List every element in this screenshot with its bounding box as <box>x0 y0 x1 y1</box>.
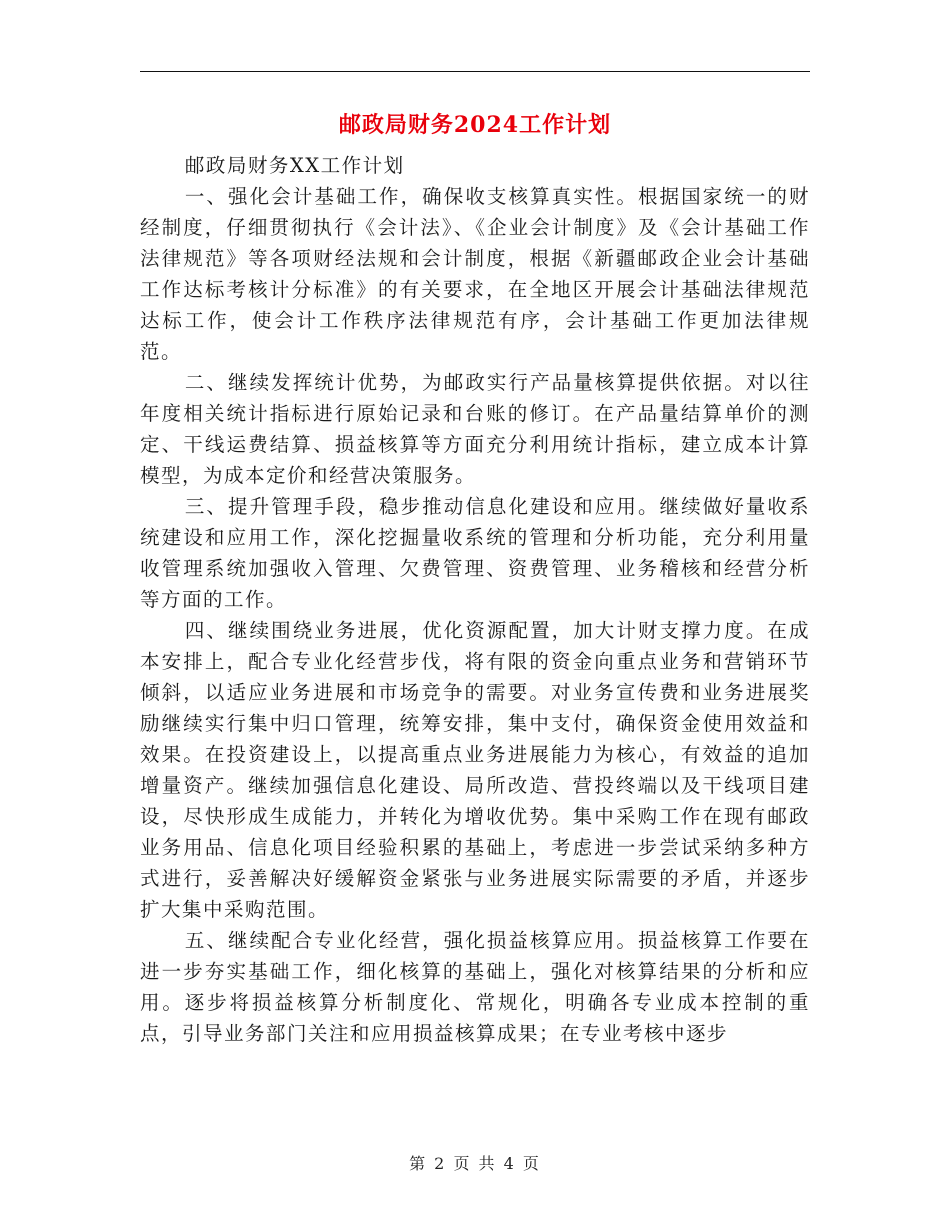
paragraph-section-1: 一、强化会计基础工作，确保收支核算真实性。根据国家统一的财经制度，仔细贯彻执行《会计法》、《企业会计制度》及《会计基础工作法律规范》等各项财经法规和会计制度，根据《新疆邮政企业会计基础工作达标考核计分标准》的有关要求，在全地区开展会计基础法律规范达标工作，使会计工作秩序法律规范有序，会计基础工作更加法律规范。 <box>140 185 810 363</box>
header-rule <box>140 71 810 72</box>
document-body <box>140 150 810 1049</box>
paragraph-section-5: 五、继续配合专业化经营，强化损益核算应用。损益核算工作要在进一步夯实基础工作，细化核算的基础上，强化对核算结果的分析和应用。逐步将损益核算分析制度化、常规化，明确各专业成本控制的重点，引导业务部门关注和应用损益核算成果；在专业考核中逐步 <box>140 929 810 1045</box>
page-number: 第 2 页 共 4 页 <box>409 1154 541 1173</box>
paragraph-section-2: 二、继续发挥统计优势，为邮政实行产品量核算提供依据。对以往年度相关统计指标进行原始记录和台账的修订。在产品量结算单价的测定、干线运费结算、损益核算等方面充分利用统计指标，建立成本计算模型，为成本定价和经营决策服务。 <box>140 371 810 487</box>
paragraph-section-3: 三、提升管理手段，稳步推动信息化建设和应用。继续做好量收系统建设和应用工作，深化挖掘量收系统的管理和分析功能，充分利用量收管理系统加强收入管理、欠费管理、资费管理、业务稽核和经营分析等方面的工作。 <box>140 495 810 611</box>
paragraph-section-4: 四、继续围绕业务进展，优化资源配置，加大计财支撑力度。在成本安排上，配合专业化经营步伐，将有限的资金向重点业务和营销环节倾斜，以适应业务进展和市场竞争的需要。对业务宣传费和业务进展奖励继续实行集中归口管理，统筹安排，集中支付，确保资金使用效益和效果。在投资建设上，以提高重点业务进展能力为核心，有效益的追加增量资产。继续加强信息化建设、局所改造、营投终端以及干线项目建设，尽快形成生成能力，并转化为增收优势。集中采购工作在现有邮政业务用品、信息化项目经验积累的基础上，考虑进一步尝试采纳多种方式进行，妥善解决好缓解资金紧张与业务进展实际需要的矛盾，并逐步扩大集中采购范围。 <box>140 619 810 921</box>
document-title: 邮政局财务2024工作计划 <box>338 112 612 138</box>
paragraph-subtitle: 邮政局财务XX工作计划 <box>184 154 405 177</box>
